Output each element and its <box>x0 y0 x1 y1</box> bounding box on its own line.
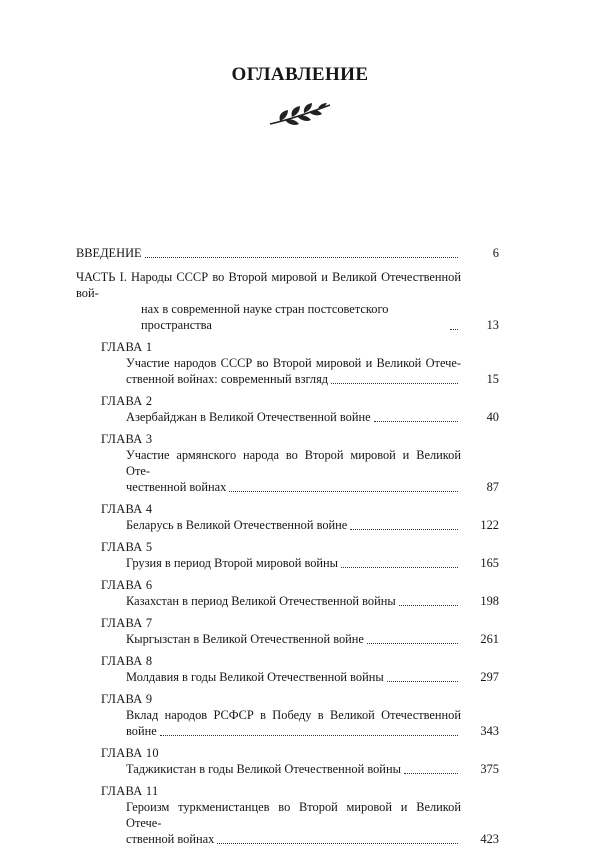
toc-entry-chapter[interactable] <box>76 539 499 571</box>
toc-page-number: 15 <box>486 372 499 386</box>
toc-entry-chapter[interactable] <box>76 431 499 495</box>
chapter-body <box>126 555 499 571</box>
dot-leader <box>145 256 458 258</box>
chapter-body <box>126 409 499 425</box>
chapter-title-line2: Беларусь в Великой Отечественной войне <box>126 518 348 532</box>
toc-page-number: 297 <box>480 670 499 684</box>
toc-entry-intro[interactable] <box>76 245 499 261</box>
dot-leader <box>341 566 458 568</box>
toc-entry-chapter[interactable] <box>76 501 499 533</box>
toc-page-number: 261 <box>480 632 499 646</box>
toc-page-number: 6 <box>492 246 499 260</box>
dot-leader <box>350 528 458 530</box>
dot-leader <box>160 734 458 736</box>
toc-entry-chapter[interactable] <box>76 653 499 685</box>
chapter-body <box>126 631 499 647</box>
chapter-title-line2: Азербайджан в Великой Отечественной войне <box>126 410 371 424</box>
dot-leader <box>331 382 458 384</box>
chapter-label: ГЛАВА 6 <box>101 578 153 592</box>
chapter-label: ГЛАВА 7 <box>101 616 153 630</box>
chapter-body <box>126 593 499 609</box>
chapter-title-line2: чественной войнах <box>126 480 227 494</box>
chapter-title-line2: войне <box>126 724 157 738</box>
chapter-body <box>126 355 499 387</box>
toc-entry-chapter[interactable] <box>76 691 499 739</box>
chapter-body <box>126 761 499 777</box>
laurel-branch-icon <box>266 100 336 130</box>
chapter-title-line2: Грузия в период Второй мировой войны <box>126 556 339 570</box>
toc-page-number: 343 <box>480 724 499 738</box>
toc-entry-part1[interactable] <box>76 269 499 333</box>
toc-page-number: 198 <box>480 594 499 608</box>
toc-entry-chapter[interactable] <box>76 339 499 387</box>
chapter-label: ГЛАВА 8 <box>101 654 153 668</box>
chapter-title-line2: Казахстан в период Великой Отечественной войны <box>126 594 396 608</box>
chapter-body <box>126 517 499 533</box>
toc-page-number: 13 <box>486 318 499 332</box>
toc-entry-chapter[interactable] <box>76 783 499 847</box>
toc-page-number: 87 <box>486 480 499 494</box>
dot-leader <box>367 642 458 644</box>
table-of-contents <box>76 243 499 847</box>
chapter-title-line1: Вклад народов РСФСР в Победу в Великой Отечественной <box>126 708 461 722</box>
chapter-title-line2: Таджикистан в годы Великой Отечественной войны <box>126 762 401 776</box>
chapter-title-line2: Молдавия в годы Великой Отечественной войны <box>126 670 384 684</box>
toc-entry-title-line1: ЧАСТЬ I. Народы СССР во Второй мировой и Великой Отечественной вой- <box>76 270 461 300</box>
chapter-body <box>126 669 499 685</box>
chapter-label: ГЛАВА 5 <box>101 540 153 554</box>
dot-leader <box>399 604 458 606</box>
toc-entry-chapter[interactable] <box>76 615 499 647</box>
chapter-body <box>126 447 499 495</box>
dot-leader <box>374 420 458 422</box>
chapter-label: ГЛАВА 3 <box>101 432 153 446</box>
chapter-label: ГЛАВА 1 <box>101 340 153 354</box>
chapter-title-line2: Кыргызстан в Великой Отечественной войне <box>126 632 364 646</box>
chapter-list <box>76 339 499 847</box>
toc-entry-title: ВВЕДЕНИЕ <box>76 246 142 260</box>
dot-leader <box>404 772 458 774</box>
chapter-title-line1: Участие армянского народа во Второй мировой и Великой Оте- <box>126 448 461 478</box>
chapter-label: ГЛАВА 11 <box>101 784 159 798</box>
chapter-body <box>126 707 499 739</box>
toc-page-number: 40 <box>486 410 499 424</box>
chapter-label: ГЛАВА 2 <box>101 394 153 408</box>
chapter-title-line1: Героизм туркменистанцев во Второй мировой и Великой Отече- <box>126 800 461 830</box>
dot-leader <box>387 680 458 682</box>
chapter-title-line2: ственной войнах <box>126 832 215 846</box>
toc-page-number: 165 <box>480 556 499 570</box>
chapter-label: ГЛАВА 10 <box>101 746 159 760</box>
dot-leader <box>217 842 458 844</box>
toc-page-number: 423 <box>480 832 499 846</box>
toc-entry-title-line2: нах в современной науке стран постсоветского пространства <box>141 302 389 332</box>
toc-entry-chapter[interactable] <box>76 393 499 425</box>
dot-leader <box>450 328 458 330</box>
chapter-label: ГЛАВА 9 <box>101 692 153 706</box>
chapter-label: ГЛАВА 4 <box>101 502 153 516</box>
dot-leader <box>229 490 458 492</box>
chapter-body <box>126 799 499 847</box>
chapter-title-line1: Участие народов СССР во Второй мировой и Великой Отече- <box>126 356 461 370</box>
chapter-title-line2: ственной войнах: современный взгляд <box>126 372 329 386</box>
page-title: ОГЛАВЛЕНИЕ <box>231 64 369 85</box>
toc-page-number: 122 <box>480 518 499 532</box>
toc-page-number: 375 <box>480 762 499 776</box>
toc-entry-chapter[interactable] <box>76 577 499 609</box>
